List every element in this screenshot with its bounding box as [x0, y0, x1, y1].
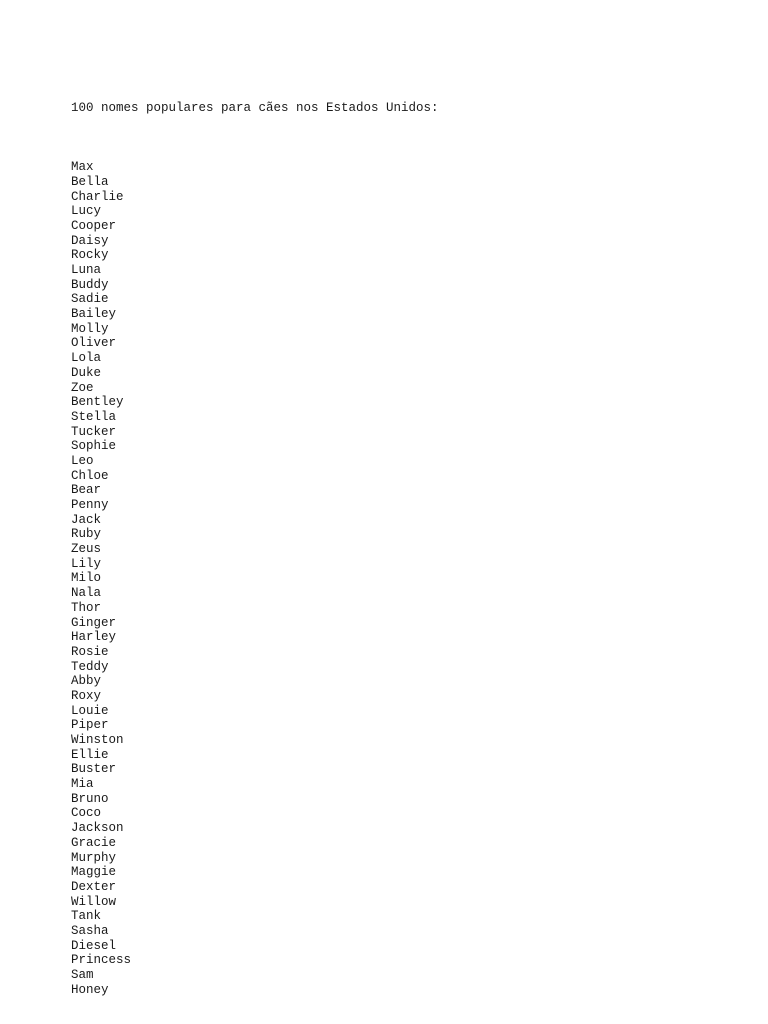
- dog-name-item: Sam: [71, 968, 94, 982]
- dog-name-item: Tucker: [71, 424, 117, 439]
- dog-name-item: Molly: [71, 321, 109, 336]
- document-page: [71, 72, 439, 1012]
- dog-name-item: Winston: [71, 733, 124, 747]
- dog-name-item: Tank: [71, 909, 102, 924]
- dog-name-item: Buddy: [71, 277, 109, 292]
- dog-name-item: Charlie: [71, 189, 124, 204]
- document-heading: 100 nomes populares para cães nos Estados Unidos:: [71, 101, 439, 116]
- dog-name-item: Piper: [71, 718, 109, 733]
- dog-name-item: Oliver: [71, 336, 117, 351]
- dog-name-item: Zeus: [71, 542, 102, 557]
- dog-name-item: Rocky: [71, 248, 109, 263]
- dog-name-item: Cooper: [71, 218, 117, 233]
- dog-name-item: Penny: [71, 498, 109, 512]
- dog-name-item: Ruby: [71, 527, 102, 542]
- dog-name-item: Rosie: [71, 644, 109, 659]
- dog-name-item: Gracie: [71, 835, 117, 850]
- dog-name-item: Maggie: [71, 865, 117, 880]
- dog-name-item: Thor: [71, 600, 102, 615]
- dog-name-item: Coco: [71, 806, 102, 821]
- dog-name-item: Luna: [71, 263, 102, 277]
- dog-name-item: Jackson: [71, 821, 124, 836]
- dog-name-item: Stella: [71, 409, 117, 424]
- dog-name-item: Mia: [71, 777, 94, 792]
- dog-name-item: Louie: [71, 703, 109, 718]
- dog-name-item: Bruno: [71, 791, 109, 806]
- dog-name-item: Murphy: [71, 850, 117, 865]
- dog-name-item: Dexter: [71, 879, 117, 894]
- dog-name-item: Lola: [71, 351, 102, 366]
- dog-name-item: Nala: [71, 586, 102, 601]
- dog-name-item: Milo: [71, 571, 102, 586]
- dog-name-item: Teddy: [71, 659, 109, 674]
- dog-name-item: Harley: [71, 630, 117, 645]
- dog-name-item: Buster: [71, 762, 117, 777]
- dog-name-item: Bentley: [71, 395, 124, 410]
- dog-name-item: Bailey: [71, 307, 117, 322]
- dog-name-item: Zoe: [71, 380, 94, 395]
- dog-name-item: Sasha: [71, 923, 109, 938]
- dog-name-item: Ellie: [71, 747, 109, 762]
- dog-name-item: Sophie: [71, 439, 117, 454]
- dog-name-item: Honey: [71, 982, 109, 997]
- dog-name-item: Bear: [71, 483, 102, 498]
- dog-name-item: Lily: [71, 556, 102, 571]
- dog-name-item: Sadie: [71, 292, 109, 307]
- dog-name-item: Ginger: [71, 615, 117, 630]
- dog-name-item: Willow: [71, 894, 117, 909]
- dog-name-item: Chloe: [71, 468, 109, 483]
- dog-name-item: Daisy: [71, 233, 109, 248]
- dog-name-list: [71, 160, 439, 997]
- dog-name-item: Jack: [71, 512, 102, 527]
- dog-name-item: Bella: [71, 174, 109, 189]
- dog-name-item: Princess: [71, 953, 132, 968]
- dog-name-item: Duke: [71, 365, 102, 380]
- dog-name-item: Leo: [71, 453, 94, 468]
- dog-name-item: Lucy: [71, 204, 102, 219]
- dog-name-item: Diesel: [71, 938, 117, 953]
- dog-name-item: Abby: [71, 674, 102, 689]
- dog-name-item: Roxy: [71, 688, 102, 703]
- dog-name-item: Max: [71, 160, 94, 175]
